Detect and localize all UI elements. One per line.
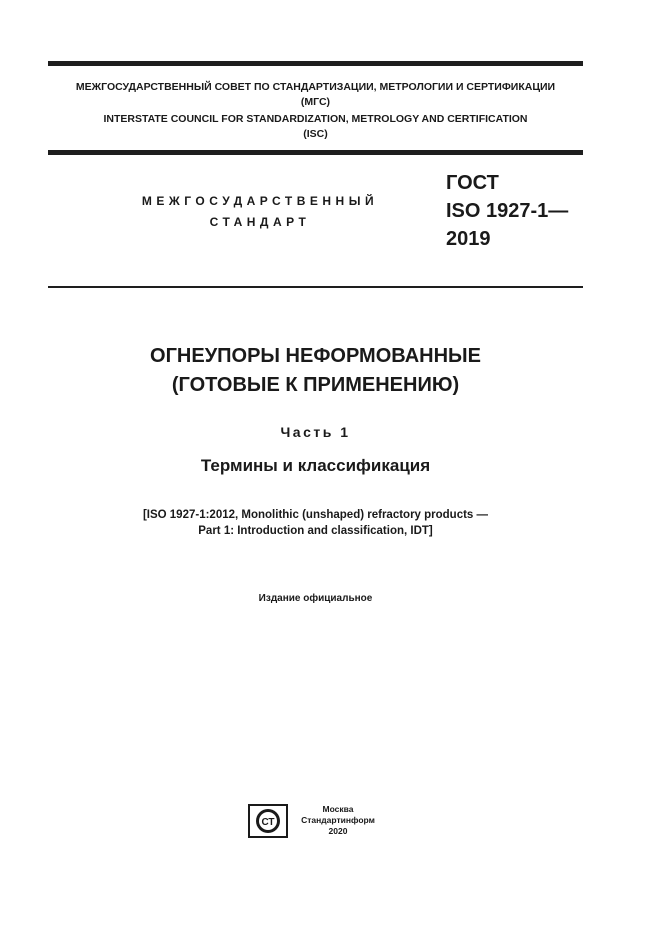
iso-reference-line2: Part 1: Introduction and classification, IDT] [198,525,433,537]
council-ru-line1: МЕЖГОСУДАРСТВЕННЫЙ СОВЕТ ПО СТАНДАРТИЗАЦИИ, МЕТРОЛОГИИ И СЕРТИФИКАЦИИ [75,81,556,93]
council-en-line1: INTERSTATE COUNCIL FOR STANDARDIZATION, METROLOGY AND CERTIFICATION [103,113,528,125]
publisher-logo-text: СТ [261,817,275,828]
standard-designation [446,169,568,253]
council-ru-abbr: (МГС) [300,96,331,108]
part-label: Часть 1 [280,424,351,440]
iso-reference [40,507,591,539]
document-subtitle: Термины и классификация [200,456,431,475]
designation-line1: ГОСТ [446,172,499,194]
council-name-ru [48,80,583,110]
edition-label: Издание официальное [258,593,373,604]
title-line1: ОГНЕУПОРЫ НЕФОРМОВАННЫЕ [150,345,481,367]
publisher-year: 2020 [328,826,348,836]
header-rule [48,150,583,155]
designation-rule [48,286,583,288]
title-line2: (ГОТОВЫЕ К ПРИМЕНЕНИЮ) [171,374,460,396]
publisher-name: Стандартинформ [301,815,375,825]
council-name-en [48,112,583,142]
standard-type-line2: СТАНДАРТ [209,215,311,229]
council-en-abbr: (ISC) [303,128,328,140]
designation-line3: 2019 [446,228,491,250]
publisher-logo-icon [248,804,288,838]
standard-type-line1: МЕЖГОСУДАРСТВЕННЫЙ [141,194,379,208]
document-title [40,342,591,400]
publisher-info [294,804,382,837]
standard-type [120,191,400,233]
iso-reference-line1: [ISO 1927-1:2012, Monolithic (unshaped) refractory products — [142,509,489,521]
top-rule [48,61,583,66]
publisher-city: Москва [322,804,354,814]
designation-line2: ISO 1927-1— [446,200,569,222]
